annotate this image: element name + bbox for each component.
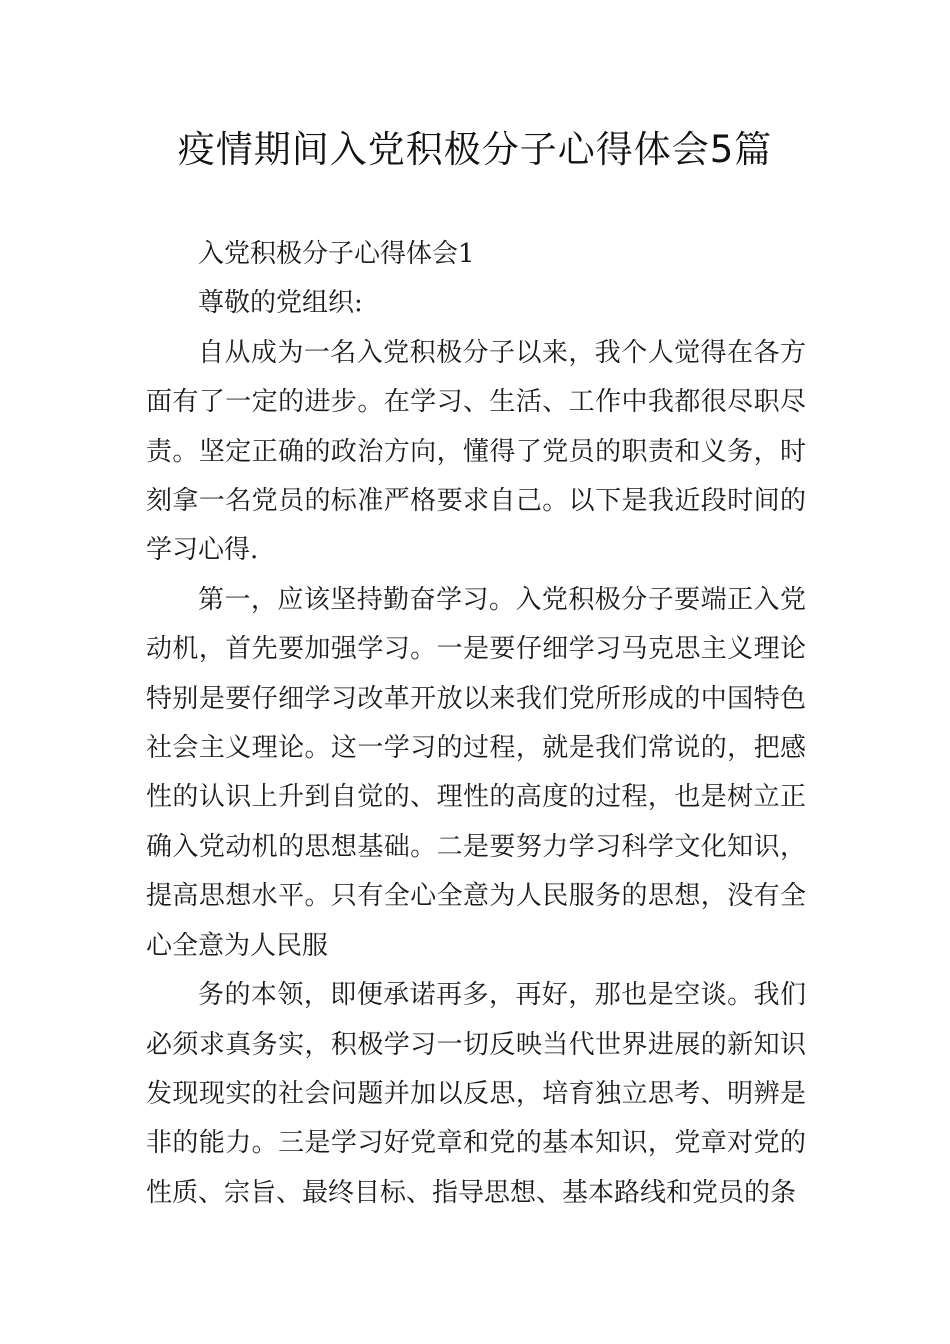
body-paragraph: 自从成为一名入党积极分子以来，我个人觉得在各方面有了一定的进步。在学习、生活、工作中我都很尽职尽责。坚定正确的政治方向，懂得了党员的职责和义务，时刻拿一名党员的标准严格要求自己。以下是我近段时间的学习心得. bbox=[146, 337, 806, 566]
document-title: 疫情期间入党积极分子心得体会5篇 bbox=[177, 128, 773, 171]
salutation: 尊敬的党组织: bbox=[198, 288, 363, 319]
body-paragraph: 第一，应该坚持勤奋学习。入党积极分子要端正入党动机，首先要加强学习。一是要仔细学习马克思主义理论特别是要仔细学习改革开放以来我们党所形成的中国特色社会主义理论。这一学习的过程，就是我们常说的，把感性的认识上升到自觉的、理性的高度的过程，也是树立正确入党动机的思想基础。二是要努力学习科学文化知识，提高思想水平。只有全心全意为人民服务的思想，没有全心全意为人民服 bbox=[146, 584, 806, 961]
document-body bbox=[146, 230, 806, 1218]
body-paragraph: 务的本领，即便承诺再多，再好，那也是空谈。我们必须求真务实，积极学习一切反映当代世界进展的新知识发现现实的社会问题并加以反思，培育独立思考、明辨是非的能力。三是学习好党章和党的基本知识，党章对党的性质、宗旨、最终目标、指导思想、基本路线和党员的条 bbox=[146, 980, 806, 1208]
section-heading: 入党积极分子心得体会1 bbox=[198, 239, 475, 269]
